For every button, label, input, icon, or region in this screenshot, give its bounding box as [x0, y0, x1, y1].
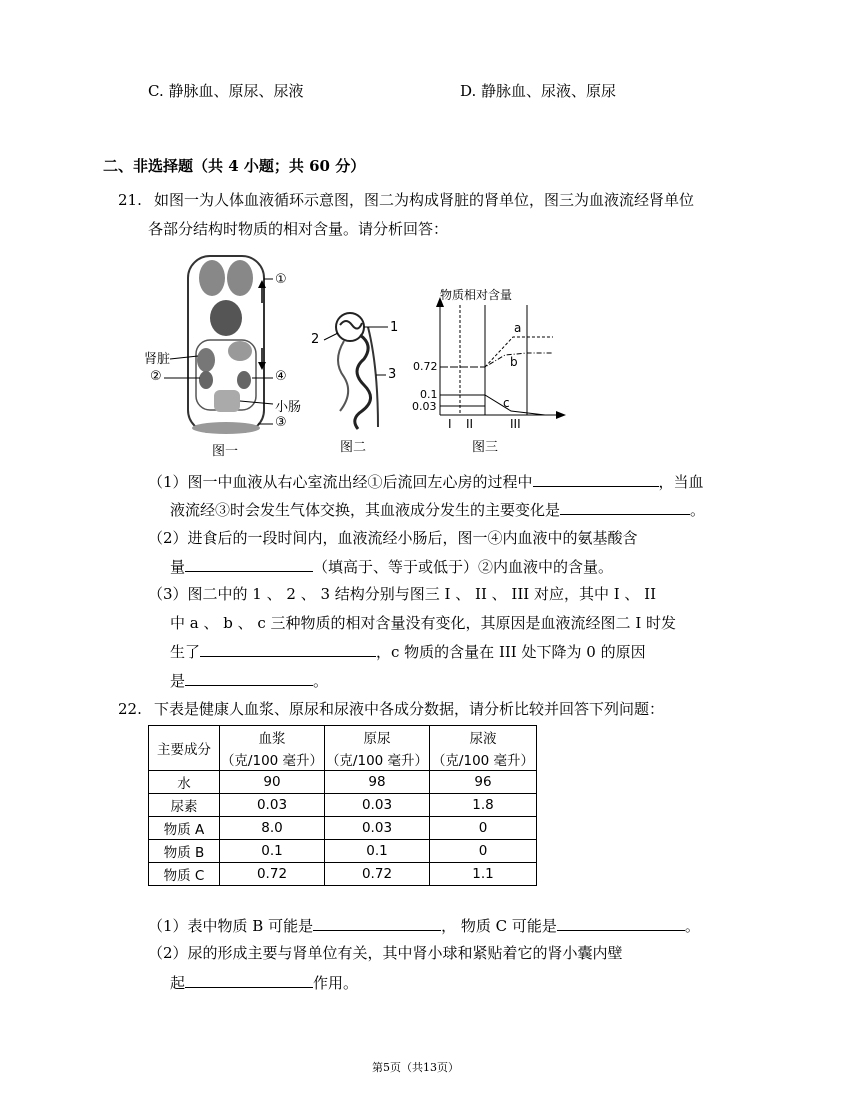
q22-p2-line2-a: 起: [170, 974, 186, 992]
q21-stem-line1: 如图一为人体血液循环示意图，图二为构成肾脏的肾单位，图三为血液流经肾单位: [154, 191, 695, 209]
table-cell: 物质 B: [149, 840, 220, 863]
q22-p2-line2-b: 作用。: [313, 974, 359, 992]
q22-p2-line1: （2）尿的形成主要与肾单位有关，其中肾小球和紧贴着它的肾小囊内壁: [148, 944, 623, 962]
table-cell: 8.0: [220, 817, 325, 840]
q21-p3-line4-b: 。: [313, 672, 329, 690]
q22-p2-line2: [170, 972, 358, 993]
fig2-label-2: 2: [311, 332, 320, 347]
q21-p3-line3-b: ，c 物质的含量在 III 处下降为 0 的原因: [376, 643, 646, 661]
fig3-curve-c: c: [503, 396, 510, 410]
q21-p1-line2-b: 。: [690, 501, 706, 519]
fig3-ylabel: 物质相对含量: [440, 288, 513, 302]
q22-p2-blank[interactable]: [185, 972, 313, 988]
q21-p1-line1-a: （1）图一中血液从右心室流出经①后流回左心房的过程中: [148, 473, 533, 491]
table-cell: 0.1: [325, 840, 430, 863]
q21-p2-line2-a: 量: [170, 558, 186, 576]
table-header-cell: 原尿: [325, 726, 430, 749]
q21-p1-blank1[interactable]: [533, 471, 659, 487]
table-cell: 90: [220, 771, 325, 794]
table-header-row: [149, 726, 537, 749]
q21-p2-line2: [170, 556, 613, 577]
q21-p1-line1-b: ，当血: [658, 473, 704, 491]
fig1-label-kidney: 肾脏: [144, 352, 171, 367]
table-row: [149, 863, 537, 886]
table-row: [149, 817, 537, 840]
q21-p3-blank1[interactable]: [200, 641, 376, 657]
table-unit-cell: （克/100 毫升）: [430, 748, 537, 771]
table-cell: 水: [149, 771, 220, 794]
fig3-ytick-072: 0.72: [413, 360, 438, 373]
fig3-xtick-2: II: [466, 417, 474, 431]
fig1-label-intestine: 小肠: [275, 400, 302, 415]
table-cell: 98: [325, 771, 430, 794]
fig2-caption: 图二: [340, 440, 367, 455]
fig3-ytick-003: 0.03: [412, 400, 437, 413]
q22-p1-blank2[interactable]: [557, 915, 685, 931]
q21-stem-line2: 各部分结构时物质的相对含量。请分析回答：: [148, 220, 449, 238]
table-cell: 1.1: [430, 863, 537, 886]
table-row: [149, 840, 537, 863]
fig1-label-2: ②: [150, 369, 162, 384]
fig3-caption: 图三: [472, 440, 499, 455]
table-cell: 尿素: [149, 794, 220, 817]
table-cell: 0.03: [220, 794, 325, 817]
figure-2-nephron: [310, 305, 400, 435]
q21-p3-blank2[interactable]: [185, 670, 313, 686]
q22-number: 22.: [118, 700, 142, 718]
fig3-ytick-01: 0.1: [420, 388, 438, 401]
table-cell: 96: [430, 771, 537, 794]
q21-p3-line3: [170, 641, 646, 662]
table-header-cell: 主要成分: [149, 726, 220, 771]
fig2-label-3: 3: [388, 367, 397, 382]
fig1-label-4: ④: [275, 369, 287, 384]
fig2-label-1: 1: [390, 320, 399, 335]
fig3-curve-a: a: [514, 321, 522, 335]
q21-p1-line2: [170, 499, 705, 520]
fig3-xtick-3: III: [510, 417, 521, 431]
fig1-label-3: ③: [275, 415, 287, 430]
q21-p1-blank2[interactable]: [560, 499, 690, 515]
fig1-label-1: ①: [275, 272, 287, 287]
q22-stem: 下表是健康人血浆、原尿和尿液中各成分数据，请分析比较并回答下列问题：: [154, 700, 665, 718]
table-cell: 物质 C: [149, 863, 220, 886]
q21-p2-line2-b: （填高于、等于或低于）②内血液中的含量。: [313, 558, 614, 576]
q21-p3-line4: [170, 670, 328, 691]
table-cell: 0.72: [220, 863, 325, 886]
table-cell: 0: [430, 817, 537, 840]
table-header-cell: 血浆: [220, 726, 325, 749]
q22-table: [148, 725, 537, 886]
page-footer: 第5页（共13页）: [372, 1061, 459, 1074]
table-cell: 0: [430, 840, 537, 863]
q22-p1-blank1[interactable]: [313, 915, 441, 931]
table-cell: 0.1: [220, 840, 325, 863]
option-c: C. 静脉血、原尿、尿液: [148, 82, 304, 100]
q22-p1-a: （1）表中物质 B 可能是: [148, 917, 314, 935]
q21-p3-line3-a: 生了: [170, 643, 201, 661]
table-unit-cell: （克/100 毫升）: [220, 748, 325, 771]
q22-p1-c: 。: [684, 917, 700, 935]
q22-p1-b: ， 物质 C 可能是: [441, 917, 557, 935]
q21-p3-line2: 中 a 、 b 、 c 三种物质的相对含量没有变化，其原因是血液流经图二 I 时发: [170, 614, 677, 632]
q21-p2-line1: （2）进食后的一段时间内，血液流经小肠后，图一④内血液中的氨基酸含: [148, 529, 638, 547]
q21-p3-line4-a: 是: [170, 672, 186, 690]
q21-p2-blank[interactable]: [185, 556, 313, 572]
table-cell: 0.03: [325, 794, 430, 817]
table-cell: 0.72: [325, 863, 430, 886]
table-cell: 1.8: [430, 794, 537, 817]
q22-p1: [148, 915, 700, 936]
option-d: D. 静脉血、尿液、原尿: [460, 82, 617, 100]
section-title: 二、非选择题（共 4 小题；共 60 分）: [103, 157, 366, 175]
q21-number: 21.: [118, 191, 142, 209]
q21-p1-line1: [148, 471, 704, 492]
fig3-xtick-1: I: [448, 417, 452, 431]
q21-p3-line1: （3）图二中的 1 、 2 、 3 结构分别与图三 I 、 II 、 III 对应，其中 I 、 II: [148, 585, 657, 603]
table-row: [149, 771, 537, 794]
fig3-curve-b: b: [510, 355, 518, 369]
table-unit-cell: （克/100 毫升）: [325, 748, 430, 771]
table-header-cell: 尿液: [430, 726, 537, 749]
q21-p1-line2-a: 液流经③时会发生气体交换，其血液成分发生的主要变化是: [170, 501, 561, 519]
fig1-caption: 图一: [212, 444, 239, 459]
table-row: [149, 794, 537, 817]
table-cell: 0.03: [325, 817, 430, 840]
table-cell: 物质 A: [149, 817, 220, 840]
